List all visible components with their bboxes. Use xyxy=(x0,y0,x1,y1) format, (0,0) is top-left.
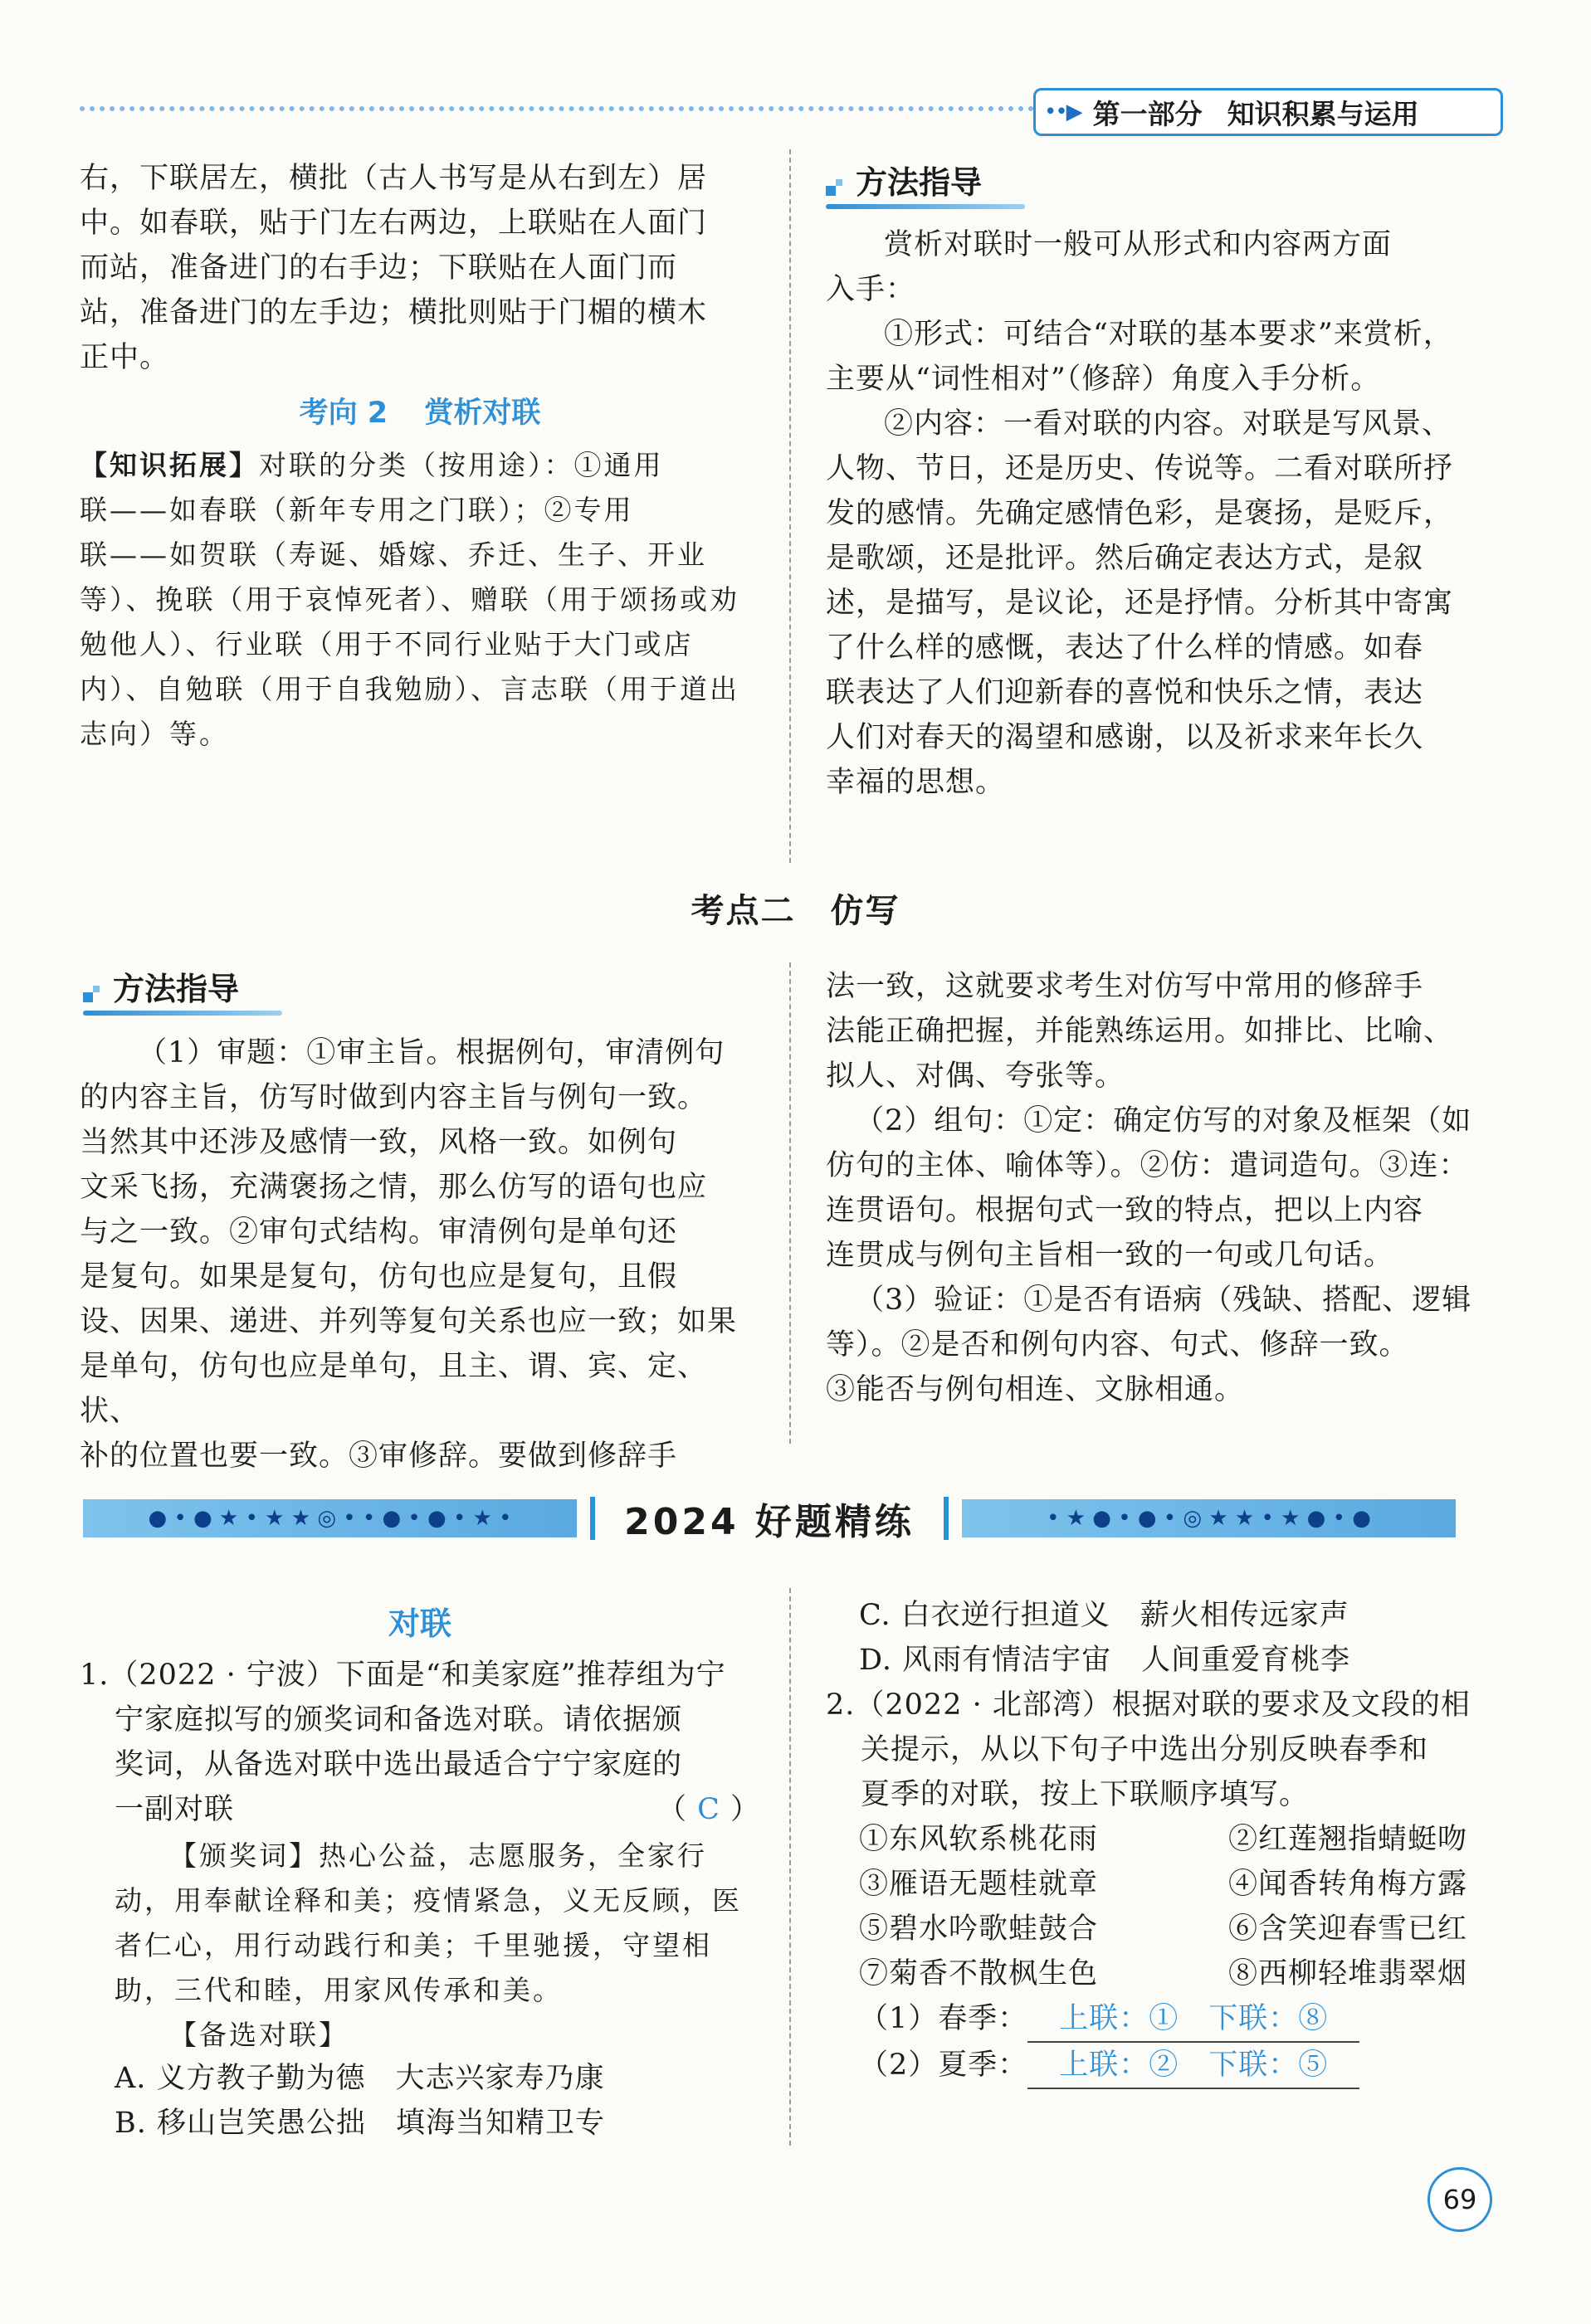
spring-label: （1）春季： xyxy=(859,2002,1028,2035)
text-line: 人物、节日，还是历史、传说等。二看对联所抒 xyxy=(826,452,1454,485)
text-line: 法一致，这就要求考生对仿写中常用的修辞手 xyxy=(826,970,1424,1003)
page-number: 69 xyxy=(1428,2167,1492,2232)
method-heading-2 xyxy=(83,964,282,1016)
question-1 xyxy=(80,1653,760,1832)
q2-option: ⑧西柳轻堆翡翠烟 xyxy=(1228,1957,1468,1990)
text-line: 对联的分类（按用途）：①通用 xyxy=(259,449,664,481)
text-line: 入手： xyxy=(826,273,916,306)
text-line: 文采飞扬，充满褒扬之情，那么仿写的语句也应 xyxy=(80,1171,708,1204)
option-c: C. 白衣逆行担道义 薪火相传远家声 xyxy=(859,1599,1349,1632)
text-line: 站，准备进门的左手边；横批则贴于门楣的横木 xyxy=(80,296,708,329)
section-title: 考点二 仿写 xyxy=(691,892,900,930)
text-line: （2）组句：①定：确定仿写的对象及框架（如 xyxy=(855,1104,1472,1138)
text-line: 联——如贺联（寿诞、婚嫁、乔迁、生子、开业 xyxy=(80,538,707,571)
text-line: 连贯成与例句主旨相一致的一句或几句话。 xyxy=(826,1239,1394,1272)
square-bullet-icon xyxy=(83,986,101,1004)
text-line: 动，用奉献诠释和美；疫情紧急，义无反顾，医 xyxy=(115,1884,742,1917)
subheading-prefix: 考向 2 xyxy=(299,397,388,430)
text-line: 了什么样的感慨，表达了什么样的情感。如春 xyxy=(826,631,1424,665)
banner-dots-icon: ● • ● ★ • ★ ★ ◎ • • ● • ● • ★ • xyxy=(148,1506,512,1531)
text-line: 联表达了人们迎新春的喜悦和快乐之情，表达 xyxy=(826,676,1424,709)
column-divider xyxy=(789,1588,791,2146)
section-two-left xyxy=(80,1030,760,1479)
text-line: 一副对联 xyxy=(115,1793,235,1826)
heading-underline xyxy=(826,204,1025,209)
text-line: 等）。②是否和例句内容、句式、修辞一致。 xyxy=(826,1328,1409,1362)
q2-option: ②红莲翘指蜻蜓吻 xyxy=(1228,1823,1468,1856)
q2-option: ①东风软系桃花雨 xyxy=(859,1823,1099,1856)
text-line: （1）审题：①审主旨。根据例句，审清例句 xyxy=(138,1036,725,1069)
banner-title: 2024 好题精练 xyxy=(624,1501,915,1543)
text-line: 设、因果、递进、并列等复句关系也应一致；如果 xyxy=(80,1305,738,1338)
arrow-icon: ••▶ xyxy=(1044,100,1081,124)
text-line: 奖词，从备选对联中选出最适合宁宁家庭的 xyxy=(115,1748,683,1781)
text-line: 述，是描写，是议论，还是抒情。分析其中寄寓 xyxy=(826,587,1454,620)
award-label: 【颁奖词】 xyxy=(169,1839,319,1872)
text-line: ③能否与例句相连、文脉相通。 xyxy=(826,1373,1245,1406)
question-2 xyxy=(826,1683,1506,2089)
text-line: 宁家庭拟写的颁奖词和备选对联。请依据颁 xyxy=(115,1703,683,1737)
practice-banner xyxy=(83,1492,1502,1545)
text-line: 关提示，从以下句子中选出分别反映春季和 xyxy=(861,1733,1429,1766)
text-line: 赏析对联时一般可从形式和内容两方面 xyxy=(884,228,1393,261)
options-right xyxy=(859,1593,1506,1683)
text-line: 正中。 xyxy=(80,341,170,374)
column-divider xyxy=(789,149,791,863)
text-line: 主要从“词性相对”（修辞）角度入手分析。 xyxy=(826,363,1381,396)
text-line: 2.（2022 · 北部湾）根据对联的要求及文段的相 xyxy=(826,1688,1471,1722)
summer-label: （2）夏季： xyxy=(859,2049,1028,2082)
option-d: D. 风雨有情洁宇宙 人间重爱育桃李 xyxy=(859,1644,1351,1677)
text-line: 等）、挽联（用于哀悼死者）、赠联（用于颂扬或劝 xyxy=(80,583,739,616)
banner-bar xyxy=(944,1497,949,1540)
text-line: 发的感情。先确定感情色彩，是褒扬，是贬斥， xyxy=(826,497,1454,530)
text-line: 拟人、对偶、夸张等。 xyxy=(826,1060,1125,1093)
text-line: 右，下联居左，横批（古人书写是从右到左）居 xyxy=(80,162,708,195)
text-line: 志向）等。 xyxy=(80,718,229,750)
text-line: 是复句。如果是复句，仿句也应是复句，且假 xyxy=(80,1260,678,1294)
knowledge-block xyxy=(80,443,760,757)
text-line: 人们对春天的渴望和感谢，以及祈求来年长久 xyxy=(826,721,1424,754)
spring-answer: 上联：① 下联：⑧ xyxy=(1027,1996,1359,2043)
subheading xyxy=(80,390,760,431)
q2-option: ⑤碧水吟歌蛙鼓合 xyxy=(859,1912,1099,1946)
right-top-paragraph xyxy=(826,222,1506,805)
exercise-topic: 对联 xyxy=(388,1605,451,1642)
banner-right-strip xyxy=(962,1499,1456,1537)
option-a: A. 义方教子勤为德 大志兴家寿乃康 xyxy=(115,2062,605,2095)
text-line: 中。如春联，贴于门左右两边，上联贴在人面门 xyxy=(80,207,708,240)
text-line: （3）验证：①是否有语病（残缺、搭配、逻辑 xyxy=(855,1284,1472,1317)
text-line: 助，三代和睦，用家风传承和美。 xyxy=(115,1974,563,2006)
text-line: 法能正确把握，并能熟练运用。如排比、比喻、 xyxy=(826,1015,1454,1048)
q2-option: ⑦菊香不散枫生色 xyxy=(859,1957,1099,1990)
text-line: 的内容主旨，仿写时做到内容主旨与例句一致。 xyxy=(80,1081,708,1114)
method-heading xyxy=(826,158,1025,209)
summer-answer: 上联：② 下联：⑤ xyxy=(1027,2043,1359,2089)
text-line: 夏季的对联，按上下联顺序填写。 xyxy=(861,1778,1310,1811)
subheading-title: 赏析对联 xyxy=(424,397,541,430)
text-line: 热心公益，志愿服务，全家行 xyxy=(319,1839,707,1872)
text-line: 勉他人）、行业联（用于不同行业贴于大门或店 xyxy=(80,628,694,660)
section-pill xyxy=(1033,88,1503,136)
text-line: ①形式：可结合“对联的基本要求”来赏析， xyxy=(884,318,1453,351)
text-line: 是单句，仿句也应是单句，且主、谓、宾、定、状、 xyxy=(80,1350,708,1428)
text-line: 补的位置也要一致。③审修辞。要做到修辞手 xyxy=(80,1440,678,1473)
text-line: 与之一致。②审句式结构。审清例句是单句还 xyxy=(80,1216,678,1249)
text-line: 连贯语句。根据句式一致的特点，把以上内容 xyxy=(826,1194,1424,1227)
section-name: 知识积累与运用 xyxy=(1227,97,1419,130)
text-line: 幸福的思想。 xyxy=(826,766,1006,799)
text-line: 内）、自勉联（用于自我勉励）、言志联（用于道出 xyxy=(80,673,739,705)
left-top-paragraph xyxy=(80,156,760,380)
q2-option: ③雁语无题桂就章 xyxy=(859,1868,1099,1901)
option-b: B. 移山岂笑愚公拙 填海当知精卫专 xyxy=(115,2107,605,2140)
award-block xyxy=(115,1834,762,2058)
options-label: 【备选对联】 xyxy=(169,2019,349,2051)
text-line: 仿句的主体、喻体等）。②仿：遣词造句。③连： xyxy=(826,1149,1469,1182)
answer-value: C xyxy=(697,1793,720,1826)
method-heading-label: 方法指导 xyxy=(113,971,240,1007)
text-line: 当然其中还涉及感情一致，风格一致。如例句 xyxy=(80,1126,678,1159)
part-label: 第一部分 xyxy=(1092,97,1203,130)
q2-option: ④闻香转角梅方露 xyxy=(1228,1868,1468,1901)
banner-dots-icon: • ★ ● • ● • ◎ ★ ★ • ★ ● • ● xyxy=(1047,1506,1371,1531)
text-line: 1.（2022 · 宁波）下面是“和美家庭”推荐组为宁 xyxy=(80,1659,726,1692)
q2-option: ⑥含笑迎春雪已红 xyxy=(1228,1912,1468,1946)
section-two-right xyxy=(826,964,1506,1412)
knowledge-label: 【知识拓展】 xyxy=(80,449,259,481)
text-line: 者仁心，用行动践行和美；千里驰援，守望相 xyxy=(115,1929,712,1961)
text-line: 是歌颂，还是批评。然后确定表达方式，是叙 xyxy=(826,542,1424,575)
method-heading-label: 方法指导 xyxy=(856,164,983,201)
square-bullet-icon xyxy=(826,179,844,197)
heading-underline xyxy=(83,1011,282,1016)
options-left xyxy=(115,2056,762,2146)
header-dotted-rule xyxy=(80,106,1034,111)
answer-bracket: （ C ） xyxy=(656,1793,760,1826)
text-line: ②内容：一看对联的内容。对联是写风景、 xyxy=(884,407,1452,441)
text-line: 而站，准备进门的右手边；下联贴在人面门而 xyxy=(80,251,678,285)
q2-options xyxy=(826,1817,1506,1996)
text-line: 联——如春联（新年专用之门联）；②专用 xyxy=(80,494,634,526)
banner-left-strip xyxy=(83,1499,577,1537)
column-divider xyxy=(789,962,791,1444)
